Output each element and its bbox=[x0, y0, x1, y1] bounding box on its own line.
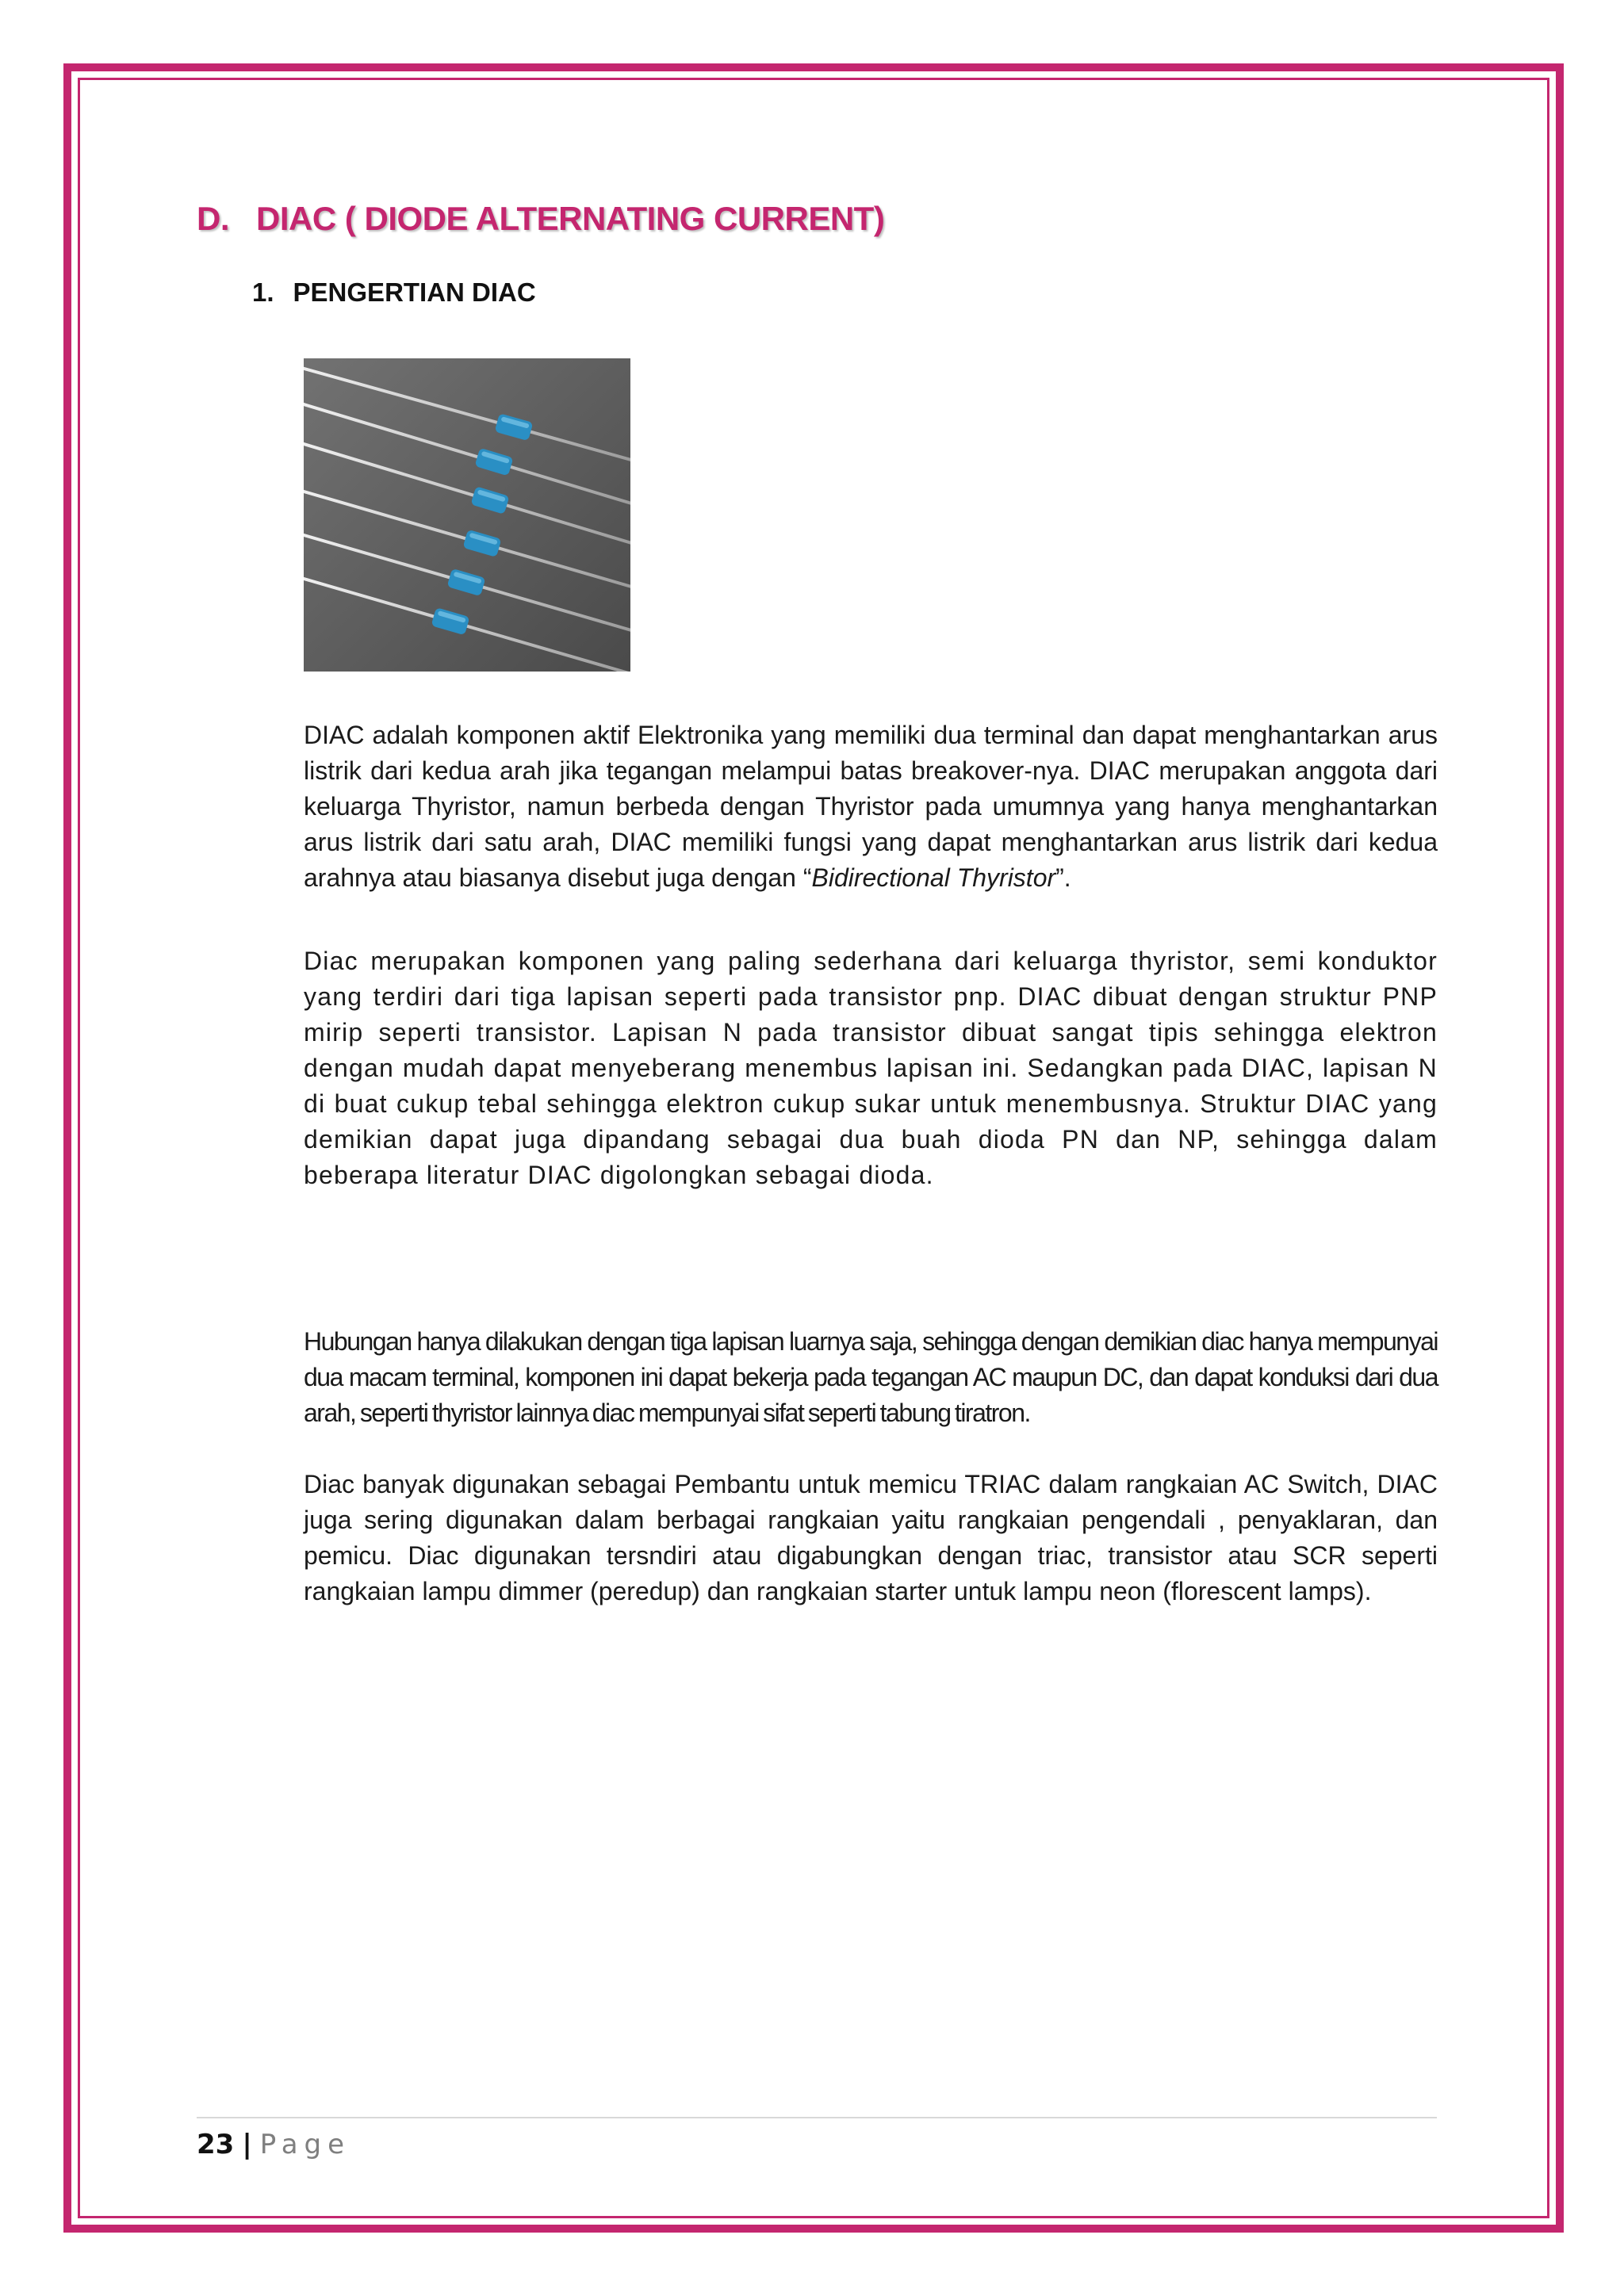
subsection-title: PENGERTIAN DIAC bbox=[293, 277, 536, 307]
diac-photo-illustration bbox=[304, 358, 630, 672]
paragraph-definition-end: ”. bbox=[1055, 863, 1071, 892]
paragraph-definition-text: DIAC adalah komponen aktif Elektronika yang memiliki dua terminal dan dapat menghantarkan arus listrik dari kedua arah jika tegangan melampui batas breakover-nya. DIAC merupakan anggota dari keluarga Thyristor, namun berbeda dengan Thyristor pada umumnya yang hanya menghantarkan arus listrik dari satu arah, DIAC memiliki fungsi yang dapat menghantarkan arus listrik dari kedua arahnya atau biasanya disebut juga dengan “ bbox=[304, 721, 1438, 892]
diac-photo bbox=[304, 358, 630, 672]
section-letter: D. bbox=[197, 200, 229, 237]
paragraph-definition-italic: Bidirectional Thyristor bbox=[811, 863, 1056, 892]
paragraph-applications: Diac banyak digunakan sebagai Pembantu untuk memicu TRIAC dalam rangkaian AC Switch, DIAC juga sering digunakan dalam berbagai rangkaian yaitu rangkaian pengendali , penyaklaran, dan pemicu. Diac digunakan tersndiri atau digabungkan dengan triac, transistor atau SCR seperti rangkaian lampu dimmer (peredup) dan rangkaian starter untuk lampu neon (florescent lamps). bbox=[304, 1470, 1438, 1605]
subsection-number: 1. bbox=[252, 277, 274, 307]
footer-divider bbox=[197, 2117, 1437, 2118]
page-separator: | bbox=[242, 2129, 252, 2160]
page-footer bbox=[197, 2129, 350, 2160]
paragraph-terminals: Hubungan hanya dilakukan dengan tiga lapisan luarnya saja, sehingga dengan demikian diac hanya mempunyai dua macam terminal, komponen ini dapat bekerja pada tegangan AC maupun DC, dan dapat konduksi dari dua arah, seperti thyristor lainnya diac mempunyai sifat seperti tabung tiratron. bbox=[304, 1327, 1438, 1427]
section-heading bbox=[197, 200, 884, 238]
paragraph-structure: Diac merupakan komponen yang paling sederhana dari keluarga thyristor, semi konduktor yang terdiri dari tiga lapisan seperti pada transistor pnp. DIAC dibuat dengan struktur PNP mirip seperti transistor. Lapisan N pada transistor dibuat sangat tipis sehingga elektron dengan mudah dapat menyeberang menembus lapisan ini. Sedangkan pada DIAC, lapisan N di buat cukup tebal sehingga elektron cukup sukar untuk menembusnya. Struktur DIAC yang demikian dapat juga dipandang sebagai dua buah dioda PN dan NP, sehingga dalam beberapa literatur DIAC digolongkan sebagai dioda. bbox=[304, 947, 1438, 1189]
paragraph-definition bbox=[304, 718, 1438, 896]
section-title: DIAC ( DIODE ALTERNATING CURRENT) bbox=[256, 200, 885, 237]
page-label: Page bbox=[259, 2129, 351, 2160]
page-number: 23 bbox=[197, 2129, 235, 2160]
subsection-heading bbox=[252, 277, 536, 308]
